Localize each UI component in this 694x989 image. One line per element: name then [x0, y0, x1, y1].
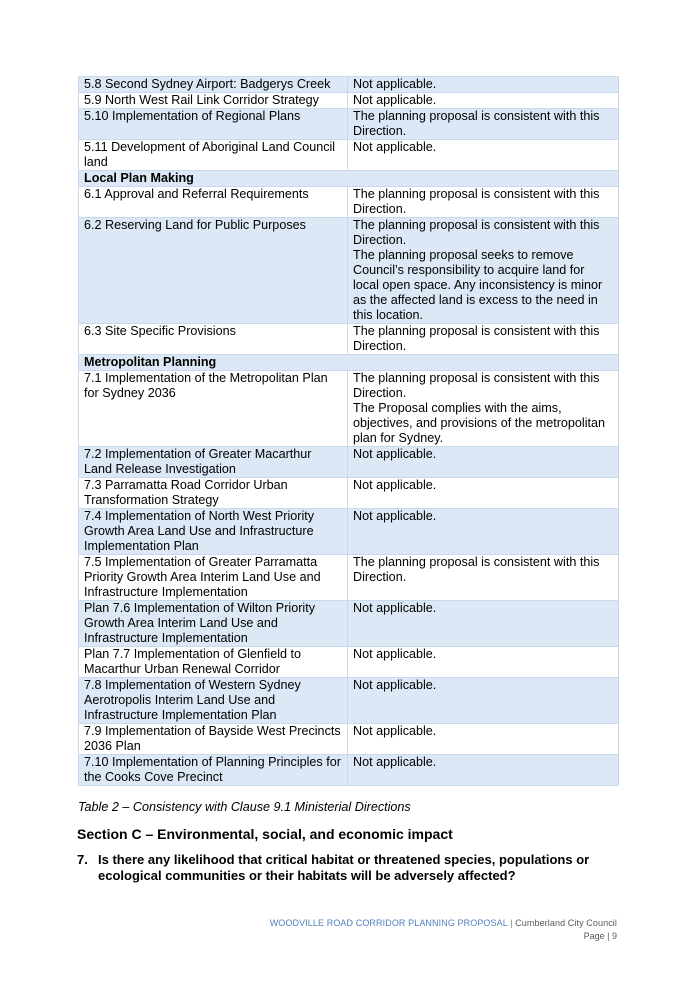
table-row: [79, 187, 619, 218]
table-row: [79, 755, 619, 786]
consistency-cell: Not applicable.: [348, 601, 619, 647]
direction-cell: 6.1 Approval and Referral Requirements: [79, 187, 348, 218]
table-row: [79, 555, 619, 601]
section-header-cell: Metropolitan Planning: [79, 355, 619, 371]
table-row: [79, 647, 619, 678]
table-caption: Table 2 – Consistency with Clause 9.1 Ministerial Directions: [78, 800, 411, 814]
table-row: [79, 324, 619, 355]
direction-cell: 7.8 Implementation of Western Sydney Aerotropolis Interim Land Use and Infrastructure Implementation Plan: [79, 678, 348, 724]
consistency-cell: The planning proposal is consistent with this Direction. The Proposal complies with the aims, objectives, and provisions of the metropolitan plan for Sydney.: [348, 371, 619, 447]
direction-cell: 5.9 North West Rail Link Corridor Strategy: [79, 93, 348, 109]
table-row: [79, 140, 619, 171]
table-row: [79, 447, 619, 478]
direction-cell: 7.9 Implementation of Bayside West Precincts 2036 Plan: [79, 724, 348, 755]
table-row: [79, 77, 619, 93]
consistency-cell: The planning proposal is consistent with this Direction.: [348, 555, 619, 601]
footer-document-title: WOODVILLE ROAD CORRIDOR PLANNING PROPOSAL: [269, 918, 508, 928]
consistency-cell: Not applicable.: [348, 755, 619, 786]
consistency-cell: The planning proposal is consistent with this Direction.: [348, 187, 619, 218]
consistency-cell: Not applicable.: [348, 77, 619, 93]
consistency-cell: Not applicable.: [348, 140, 619, 171]
direction-cell: Plan 7.6 Implementation of Wilton Priority Growth Area Interim Land Use and Infrastructure Implementation: [79, 601, 348, 647]
consistency-cell: The planning proposal is consistent with this Direction.: [348, 324, 619, 355]
direction-cell: 7.4 Implementation of North West Priority Growth Area Land Use and Infrastructure Implementation Plan: [79, 509, 348, 555]
footer-title: [270, 918, 617, 928]
table-row: [79, 371, 619, 447]
direction-cell: 7.3 Parramatta Road Corridor Urban Transformation Strategy: [79, 478, 348, 509]
table-row: [79, 478, 619, 509]
consistency-cell: Not applicable.: [348, 647, 619, 678]
consistency-cell: Not applicable.: [348, 509, 619, 555]
direction-cell: 7.10 Implementation of Planning Principles for the Cooks Cove Precinct: [79, 755, 348, 786]
section-header-cell: Local Plan Making: [79, 171, 619, 187]
table-row: [79, 601, 619, 647]
consistency-cell: Not applicable.: [348, 93, 619, 109]
table-row: [79, 724, 619, 755]
direction-cell: Plan 7.7 Implementation of Glenfield to Macarthur Urban Renewal Corridor: [79, 647, 348, 678]
direction-cell: 7.1 Implementation of the Metropolitan Plan for Sydney 2036: [79, 371, 348, 447]
direction-cell: 6.3 Site Specific Provisions: [79, 324, 348, 355]
table-section-header-row: [79, 171, 619, 187]
direction-cell: 6.2 Reserving Land for Public Purposes: [79, 218, 348, 324]
consistency-cell: Not applicable.: [348, 678, 619, 724]
footer-council: Cumberland City Council: [515, 918, 617, 928]
question-number: 7.: [77, 852, 88, 867]
consistency-cell: Not applicable.: [348, 478, 619, 509]
table-row: [79, 93, 619, 109]
consistency-cell: The planning proposal is consistent with this Direction. The planning proposal seeks to remove Council’s responsibility to acquire land for local open space. Any inconsistency is minor as the affected land is excess to the need in this location.: [348, 218, 619, 324]
consistency-table: [78, 76, 619, 786]
footer-separator: |: [507, 918, 516, 928]
direction-cell: 7.2 Implementation of Greater Macarthur Land Release Investigation: [79, 447, 348, 478]
direction-cell: 5.10 Implementation of Regional Plans: [79, 109, 348, 140]
consistency-cell: Not applicable.: [348, 724, 619, 755]
table-row: [79, 109, 619, 140]
direction-cell: 5.8 Second Sydney Airport: Badgerys Creek: [79, 77, 348, 93]
section-heading: Section C – Environmental, social, and economic impact: [77, 826, 453, 842]
table-row: [79, 509, 619, 555]
footer-page-number: Page | 9: [583, 931, 617, 941]
question-item: [77, 852, 637, 884]
direction-cell: 7.5 Implementation of Greater Parramatta Priority Growth Area Interim Land Use and Infrastructure Implementation: [79, 555, 348, 601]
direction-cell: 5.11 Development of Aboriginal Land Council land: [79, 140, 348, 171]
consistency-cell: Not applicable.: [348, 447, 619, 478]
consistency-cell: The planning proposal is consistent with this Direction.: [348, 109, 619, 140]
question-text: Is there any likelihood that critical habitat or threatened species, populations or ecological communities or their habitats will be adversely affected?: [98, 852, 590, 883]
table-section-header-row: [79, 355, 619, 371]
table-row: [79, 218, 619, 324]
table-row: [79, 678, 619, 724]
